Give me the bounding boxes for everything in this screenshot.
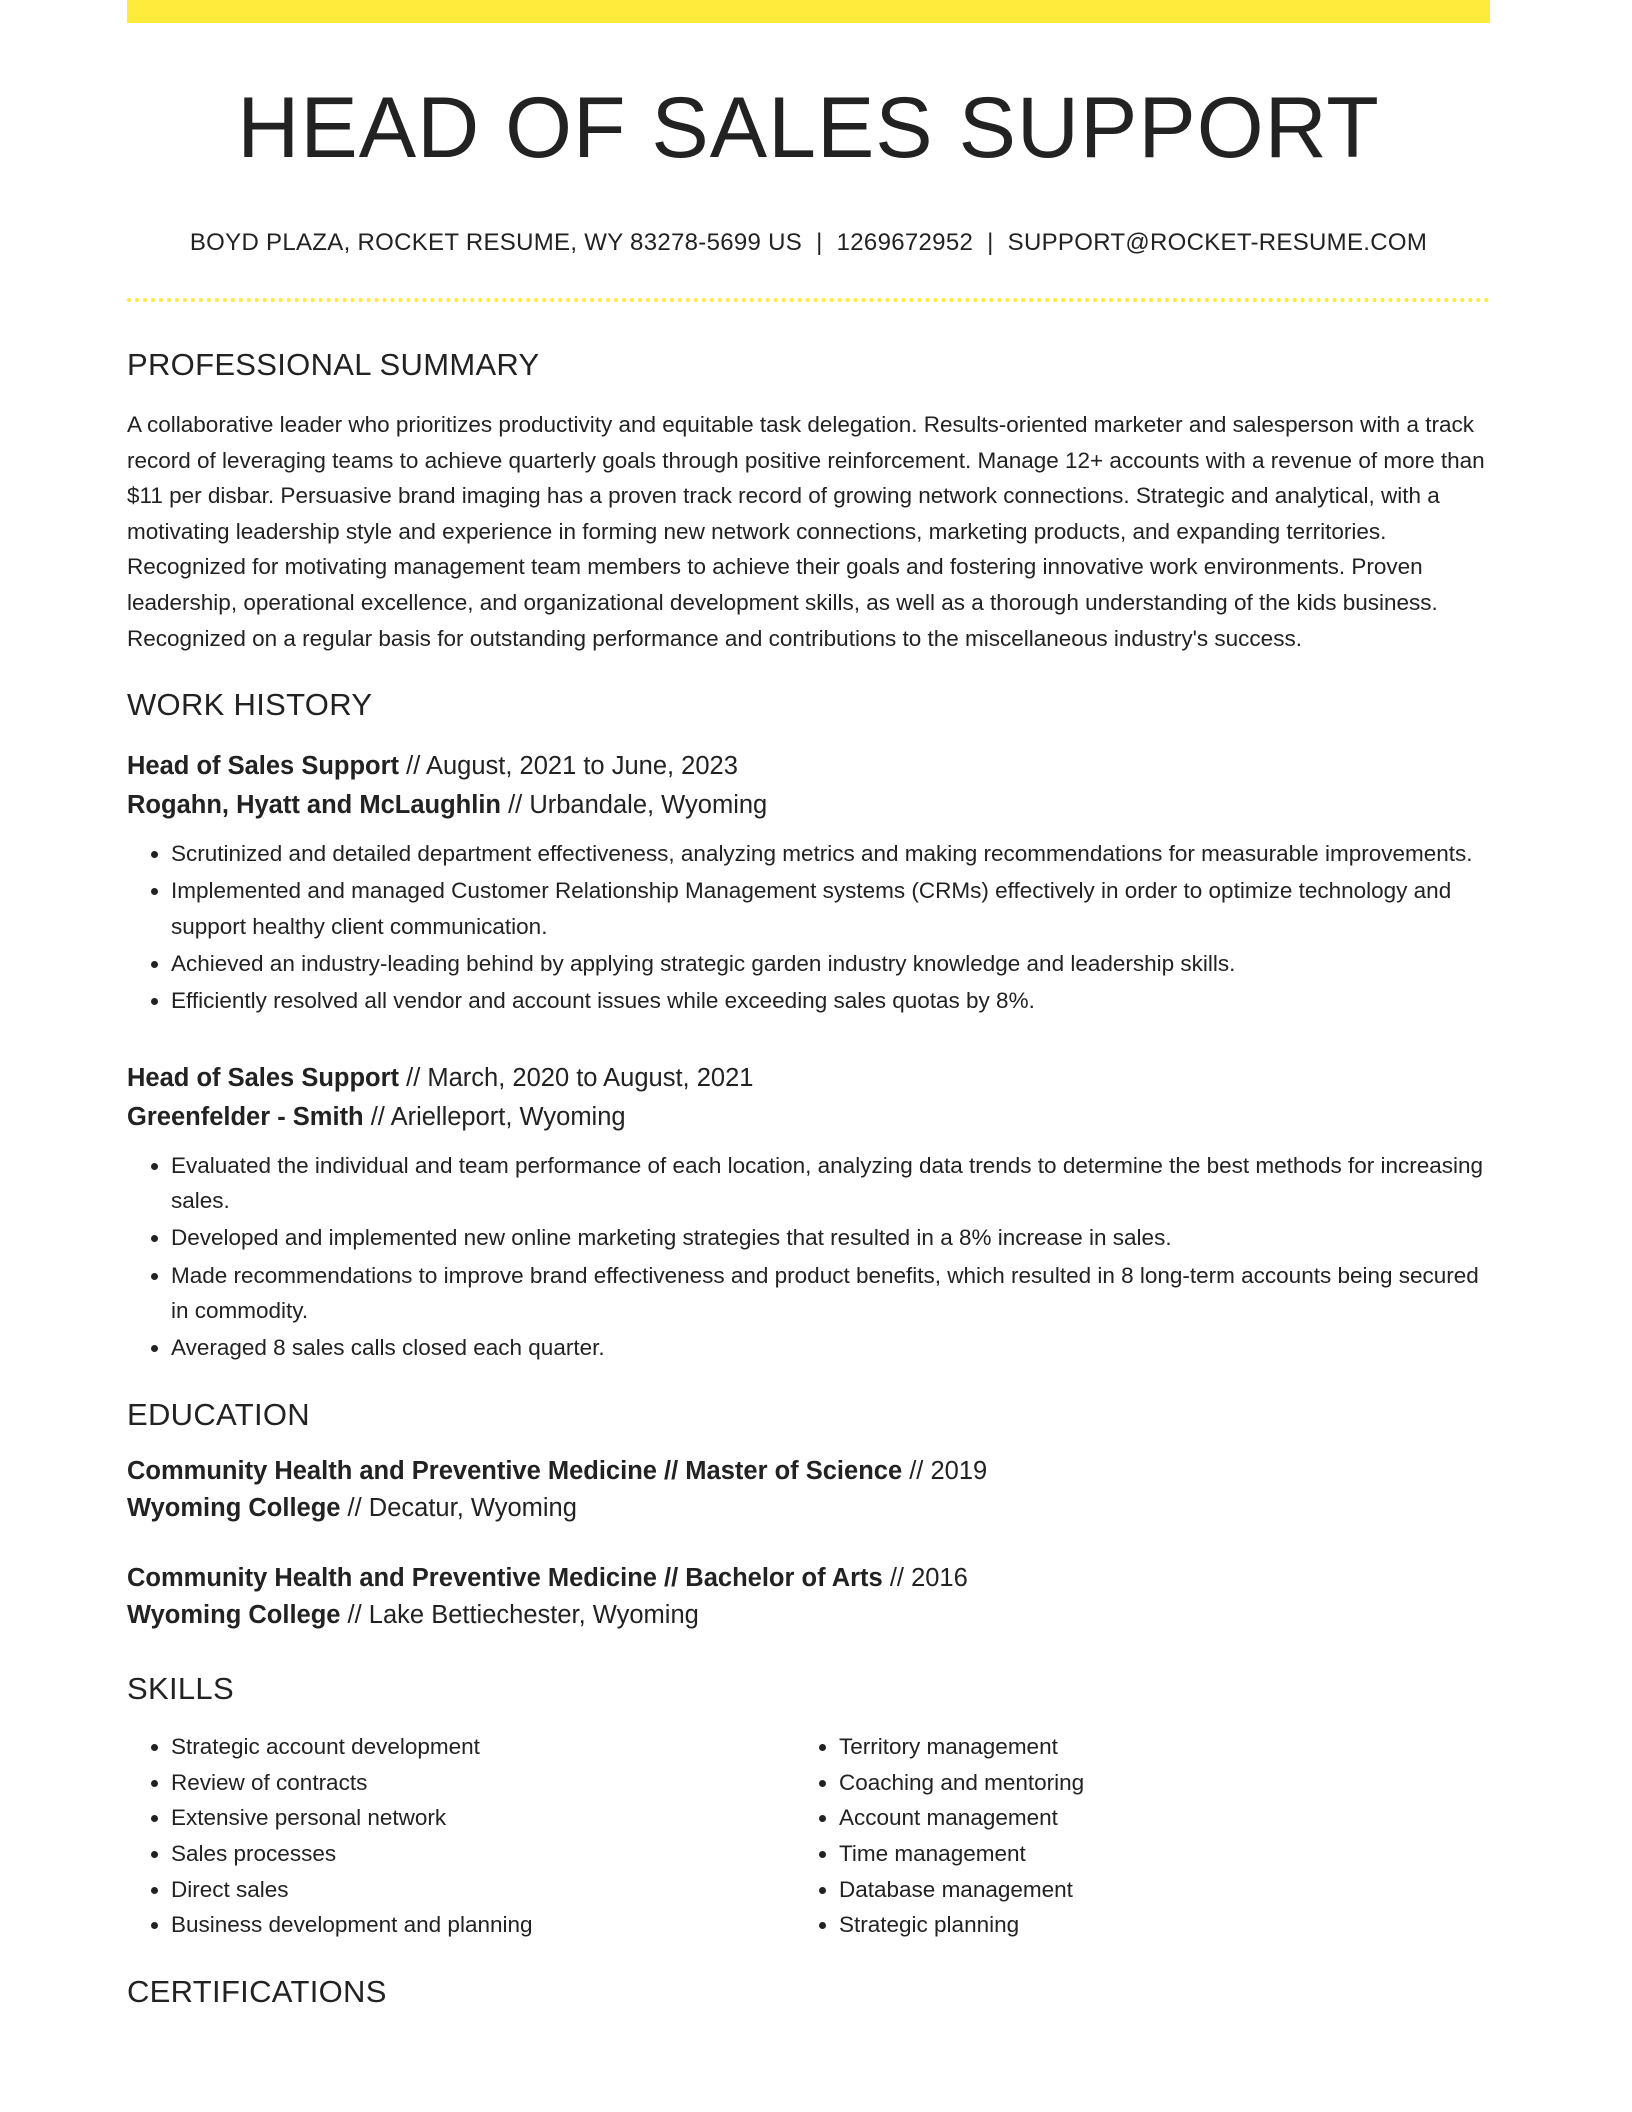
summary-text: A collaborative leader who prioritizes productivity and equitable task delegation. Results-oriented marketer and salesperson with a track record of leveraging teams to achieve quarterly goals through positive reinforcement. Manage 12+ accounts with a revenue of more than $11 per disbar. Persuasive brand imaging has a proven track record of growing network connections. Strategic and analytical, with a motivating leadership style and experience in forming new network connections, marketing products, and expanding territories. Recognized for motivating management team members to achieve their goals and fostering innovative work environments. Proven leadership, operational excellence, and organizational development skills, as well as a thorough understanding of the kids business. Recognized on a regular basis for outstanding performance and contributions to the miscellaneous industry's success. [127, 411, 1485, 651]
work-history-section [127, 686, 1490, 1366]
job-dates: // August, 2021 to June, 2023 [399, 752, 738, 781]
list-item: • Made recommendations to improve brand effectiveness and product benefits, which resulted in 8 long-term accounts being secured in commodity. [171, 1258, 1490, 1329]
list-item: • Database management [839, 1872, 1439, 1908]
section-heading-education: EDUCATION [127, 1396, 310, 1432]
job-title: Head of Sales Support [127, 752, 400, 781]
skills-list-right [795, 1729, 1439, 1943]
list-item: • Evaluated the individual and team performance of each location, analyzing data trends to determine the best methods for increasing sales. [171, 1148, 1490, 1219]
skills-list-left [127, 1729, 799, 1943]
school: Wyoming College [127, 1601, 341, 1630]
list-item: • Business development and planning [171, 1907, 799, 1943]
degree-year: // 2019 [902, 1457, 988, 1486]
list-item: • Implemented and managed Customer Relationship Management systems (CRMs) effectively in order to optimize technology and support healthy client communication. [171, 873, 1490, 944]
list-item: • Achieved an industry-leading behind by applying strategic garden industry knowledge and leadership skills. [171, 946, 1490, 982]
degree-line [127, 1453, 1490, 1490]
list-item: • Direct sales [171, 1872, 799, 1908]
section-heading-certifications: CERTIFICATIONS [127, 1973, 387, 2009]
job-title-line [127, 747, 1490, 786]
list-item: • Account management [839, 1800, 1439, 1836]
resume-content [127, 23, 1490, 2010]
school: Wyoming College [127, 1494, 341, 1523]
list-item: • Scrutinized and detailed department effectiveness, analyzing metrics and making recommendations for measurable improvements. [171, 836, 1490, 872]
degree-year: // 2016 [882, 1564, 968, 1593]
contact-phone: 1269672952 [836, 229, 974, 256]
school-line [127, 1597, 1490, 1634]
degree-line [127, 1560, 1490, 1597]
education-entry [127, 1453, 1490, 1527]
job-company-line [127, 1098, 1490, 1137]
list-item: • Extensive personal network [171, 1800, 799, 1836]
list-item: • Sales processes [171, 1836, 799, 1872]
contact-separator: | [987, 229, 994, 256]
education-section [127, 1396, 1490, 1634]
list-item: • Strategic account development [171, 1729, 799, 1765]
accent-bar [127, 0, 1490, 23]
section-heading-work-history: WORK HISTORY [127, 687, 373, 723]
job-entry [127, 747, 1490, 1018]
job-title-line [127, 1059, 1490, 1098]
job-title: Head of Sales Support [127, 1063, 400, 1092]
list-item: • Developed and implemented new online marketing strategies that resulted in a 8% increase in sales. [171, 1220, 1490, 1256]
job-company: Greenfelder - Smith [127, 1102, 364, 1131]
contact-separator: | [816, 229, 823, 256]
job-bullets [127, 836, 1490, 1018]
school-line [127, 1490, 1490, 1527]
job-entry [127, 1059, 1490, 1366]
job-bullets [127, 1148, 1490, 1366]
school-location: // Lake Bettiechester, Wyoming [340, 1601, 699, 1630]
contact-address: BOYD PLAZA, ROCKET RESUME, WY 83278-5699 US [189, 229, 803, 256]
list-item: • Territory management [839, 1729, 1439, 1765]
list-item: • Time management [839, 1836, 1439, 1872]
education-entry [127, 1560, 1490, 1634]
job-company-line [127, 786, 1490, 825]
contact-line [127, 229, 1490, 258]
list-item: • Coaching and mentoring [839, 1765, 1439, 1801]
degree: Community Health and Preventive Medicine // Master of Science [127, 1457, 903, 1486]
list-item: • Review of contracts [171, 1765, 799, 1801]
contact-email: SUPPORT@ROCKET-RESUME.COM [1007, 229, 1428, 256]
school-location: // Decatur, Wyoming [340, 1494, 577, 1523]
section-heading-skills: SKILLS [127, 1671, 234, 1707]
list-item: • Averaged 8 sales calls closed each quarter. [171, 1330, 1490, 1366]
section-heading-summary: PROFESSIONAL SUMMARY [127, 346, 540, 382]
degree: Community Health and Preventive Medicine // Bachelor of Arts [127, 1564, 883, 1593]
skills-columns [127, 1729, 1490, 1943]
job-location: // Arielleport, Wyoming [363, 1102, 626, 1131]
skills-section [127, 1670, 1490, 1943]
job-location: // Urbandale, Wyoming [501, 791, 768, 820]
page-title: HEAD OF SALES SUPPORT [237, 80, 1380, 176]
dotted-divider [127, 298, 1490, 302]
job-dates: // March, 2020 to August, 2021 [399, 1063, 754, 1092]
certifications-section [127, 1973, 1490, 2010]
job-company: Rogahn, Hyatt and McLaughlin [127, 791, 501, 820]
list-item: • Strategic planning [839, 1907, 1439, 1943]
summary-section [127, 346, 1490, 656]
list-item: • Efficiently resolved all vendor and account issues while exceeding sales quotas by 8%. [171, 983, 1490, 1019]
